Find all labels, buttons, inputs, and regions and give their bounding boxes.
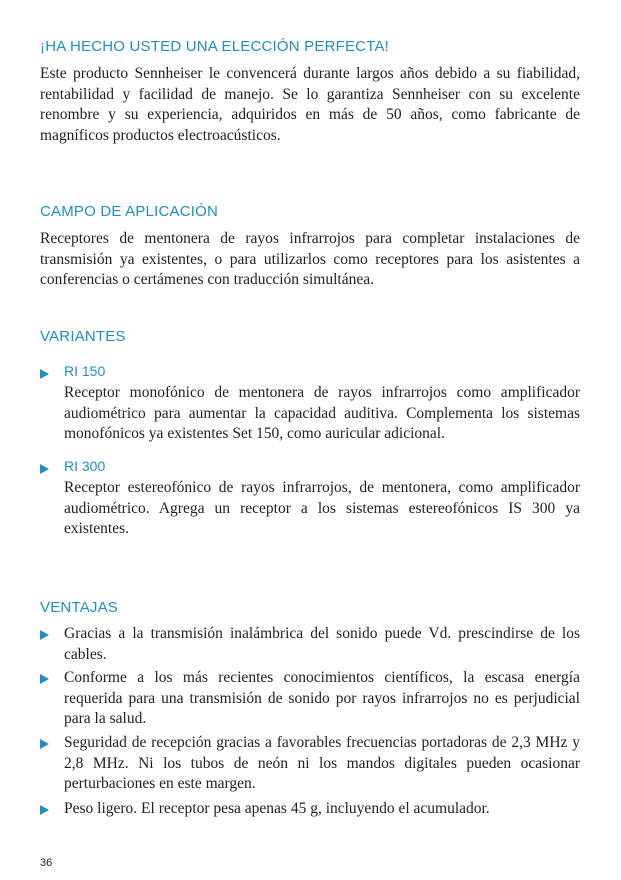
advantage-text: Gracias a la transmisión inalámbrica del sonido puede Vd. prescindirse de los cables. bbox=[64, 625, 580, 663]
advantage-text: Conforme a los más recientes conocimientos científicos, la escasa energía requerida para una transmisión de sonido por rayos infrarrojos no es perjudicial para la salud. bbox=[64, 669, 580, 727]
variants-heading: VARIANTES bbox=[40, 328, 126, 345]
variant-description: Receptor estereofónico de rayos infrarrojos, de mentonera, como amplificador audiométrico. Agrega un receptor a los sistemas estereofónicos IS 300 ya existentes. bbox=[64, 479, 580, 537]
advantage-text: Peso ligero. El receptor pesa apenas 45 g, incluyendo el acumulador. bbox=[64, 800, 490, 817]
variant-name: RI 150 bbox=[64, 363, 106, 379]
variant-description: Receptor monofónico de mentonera de rayos infrarrojos como amplificador audiométrico para aumentar la capacidad auditiva. Complementa los sistemas monofónicos ya existentes Set 150, como auricular adicional. bbox=[64, 384, 580, 442]
intro-heading: ¡HA HECHO USTED UNA ELECCIÓN PERFECTA! bbox=[40, 38, 390, 55]
bullet-arrow-icon bbox=[40, 739, 49, 749]
intro-paragraph: Este producto Sennheiser le convencerá durante largos años debido a su fiabilidad, rentabilidad y facilidad de manejo. Se lo garantiza Sennheiser con su excelente renombre y su experiencia, adquiridos en más de 50 años, como fabricante de magníficos productos electroacústicos. bbox=[40, 65, 580, 144]
bullet-arrow-icon bbox=[40, 464, 49, 474]
bullet-arrow-icon bbox=[40, 630, 49, 640]
variant-name: RI 300 bbox=[64, 458, 106, 474]
application-heading: CAMPO DE APLICACIÓN bbox=[40, 203, 219, 220]
advantages-heading: VENTAJAS bbox=[40, 599, 119, 616]
advantage-text: Seguridad de recepción gracias a favorables frecuencias portadoras de 2,3 MHz y 2,8 MHz. Ni los tubos de neón ni los mandos digitales pueden ocasionar perturbaciones en este margen. bbox=[64, 734, 580, 792]
page-number: 36 bbox=[40, 857, 53, 869]
application-paragraph: Receptores de mentonera de rayos infrarrojos para completar instalaciones de transmisión ya existentes, o para utilizarlos como receptores para los asistentes a conferencias o certámenes con traducción simultánea. bbox=[40, 230, 580, 288]
bullet-arrow-icon bbox=[40, 369, 49, 379]
bullet-arrow-icon bbox=[40, 674, 49, 684]
bullet-arrow-icon bbox=[40, 805, 49, 815]
